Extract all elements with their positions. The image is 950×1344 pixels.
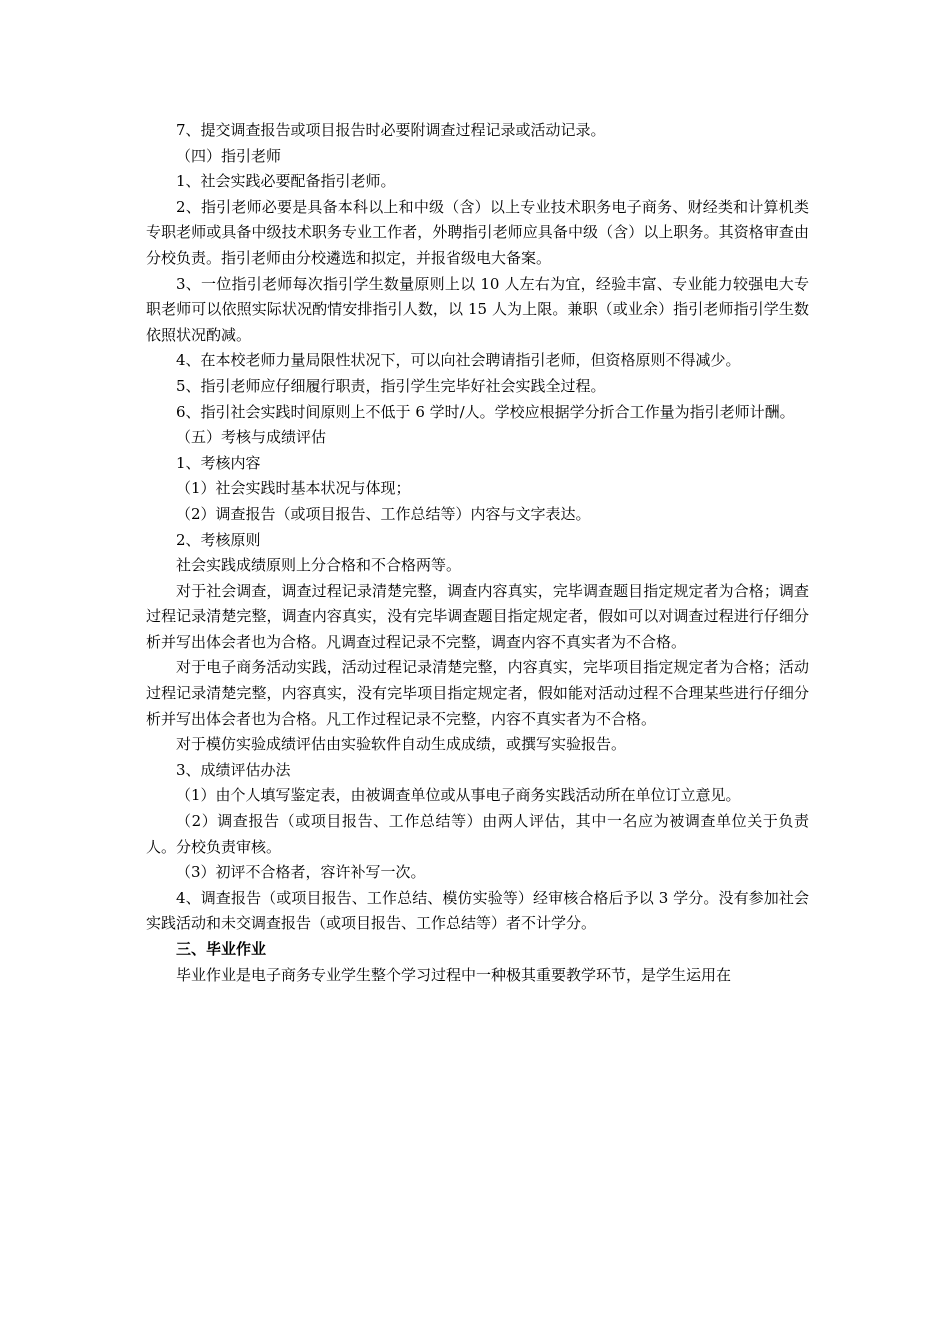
paragraph: 3、一位指引老师每次指引学生数量原则上以 10 人左右为宜，经验丰富、专业能力较强电大专职老师可以依照实际状况酌情安排指引人数，以 15 人为上限。兼职（或业余）指引老师指引学生数依照状况酌减。 bbox=[146, 274, 809, 344]
paragraph: （3）初评不合格者，容许补写一次。 bbox=[176, 863, 426, 882]
paragraph: 4、调查报告（或项目报告、工作总结、模仿实验等）经审核合格后予以 3 学分。没有参加社会实践活动和未交调查报告（或项目报告、工作总结等）者不计学分。 bbox=[146, 888, 809, 933]
paragraph: 社会实践成绩原则上分合格和不合格两等。 bbox=[176, 556, 462, 575]
paragraph: 1、社会实践必要配备指引老师。 bbox=[176, 172, 396, 191]
paragraph: 毕业作业是电子商务专业学生整个学习过程中一种极其重要教学环节，是学生运用在 bbox=[176, 965, 732, 984]
section-subheading: （五）考核与成绩评估 bbox=[176, 428, 327, 447]
document-body bbox=[146, 118, 809, 988]
paragraph: 对于电子商务活动实践，活动过程记录清楚完整，内容真实，完毕项目指定规定者为合格；活动过程记录清楚完整，内容真实，没有完毕项目指定规定者，假如能对活动过程不合理某些进行仔细分析并写出体会者也为合格。凡工作过程记录不完整，内容不真实者为不合格。 bbox=[146, 658, 809, 728]
paragraph: 3、成绩评估办法 bbox=[176, 760, 291, 779]
paragraph: （1）由个人填写鉴定表，由被调查单位或从事电子商务实践活动所在单位订立意见。 bbox=[176, 786, 741, 805]
paragraph: 5、指引老师应仔细履行职责，指引学生完毕好社会实践全过程。 bbox=[176, 376, 606, 395]
paragraph: 对于社会调查，调查过程记录清楚完整，调查内容真实，完毕调查题目指定规定者为合格；调查过程记录清楚完整，调查内容真实，没有完毕调查题目指定规定者，假如可以对调查过程进行仔细分析并写出体会者也为合格。凡调查过程记录不完整，调查内容不真实者为不合格。 bbox=[146, 581, 809, 651]
paragraph: （1）社会实践时基本状况与体现； bbox=[176, 479, 411, 498]
paragraph: 2、考核原则 bbox=[176, 530, 261, 549]
paragraph: （2）调查报告（或项目报告、工作总结等）内容与文字表达。 bbox=[176, 504, 591, 523]
paragraph: 1、考核内容 bbox=[176, 453, 261, 472]
paragraph: 对于模仿实验成绩评估由实验软件自动生成成绩，或撰写实验报告。 bbox=[176, 735, 627, 754]
paragraph: 7、提交调查报告或项目报告时必要附调查过程记录或活动记录。 bbox=[176, 121, 606, 139]
paragraph: 4、在本校老师力量局限性状况下，可以向社会聘请指引老师，但资格原则不得减少。 bbox=[176, 351, 741, 370]
paragraph: 2、指引老师必要是具备本科以上和中级（含）以上专业技术职务电子商务、财经类和计算机类专职老师或具备中级技术职务专业工作者，外聘指引老师应具备中级（含）以上职务。其资格审查由分校负责。指引老师由分校遴选和拟定，并报省级电大备案。 bbox=[146, 197, 809, 267]
paragraph: 6、指引社会实践时间原则上不低于 6 学时/人。学校应根据学分折合工作量为指引老师计酬。 bbox=[176, 402, 795, 421]
section-heading: 三、毕业作业 bbox=[176, 940, 267, 958]
section-subheading: （四）指引老师 bbox=[176, 146, 282, 165]
paragraph: （2）调查报告（或项目报告、工作总结等）由两人评估，其中一名应为被调查单位关于负责人。分校负责审核。 bbox=[146, 812, 809, 856]
